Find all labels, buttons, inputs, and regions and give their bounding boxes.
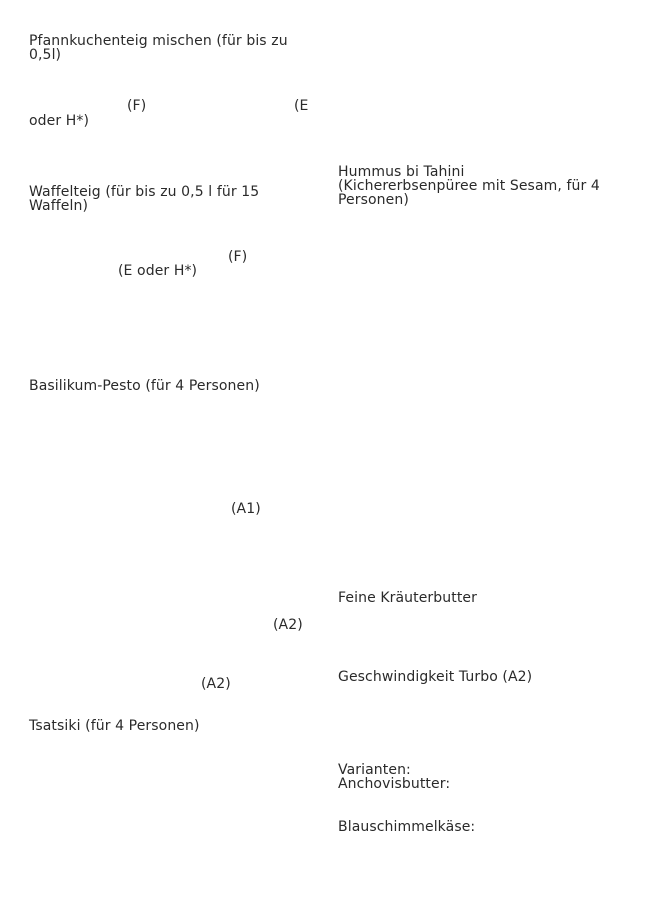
pancake-title: Pfannkuchenteig mischen (für bis zu 0,5l) <box>29 33 288 63</box>
pesto-a2-marker-second: (A2) <box>201 676 231 692</box>
pesto-a1-marker: (A1) <box>231 501 261 517</box>
hummus-subtitle: (Kichererbsenpüree mit Sesam, für 4 Personen) <box>338 178 600 208</box>
waffle-title: Waffelteig (für bis zu 0,5 l für 15 Waffeln) <box>29 184 260 214</box>
waffle-f-marker: (F) <box>228 249 248 265</box>
anchovy-butter-label: Anchovisbutter: <box>338 776 451 792</box>
tsatsiki-title: Tsatsiki (für 4 Personen) <box>29 718 200 734</box>
herb-butter-title: Feine Kräuterbutter <box>338 590 477 606</box>
pancake-f-marker: (F) <box>127 98 147 114</box>
pesto-title: Basilikum-Pesto (für 4 Personen) <box>29 378 260 394</box>
blue-cheese-label: Blauschimmelkäse: <box>338 819 476 835</box>
pancake-e-marker: (E <box>294 98 309 114</box>
hummus-title: Hummus bi Tahini <box>338 164 465 180</box>
waffle-e-or-h: (E oder H*) <box>118 263 198 279</box>
pesto-a2-marker-first: (A2) <box>273 617 303 633</box>
variants-label: Varianten: <box>338 762 411 778</box>
speed-turbo-label: Geschwindigkeit Turbo (A2) <box>338 669 533 685</box>
pancake-or-h: oder H*) <box>29 113 90 129</box>
